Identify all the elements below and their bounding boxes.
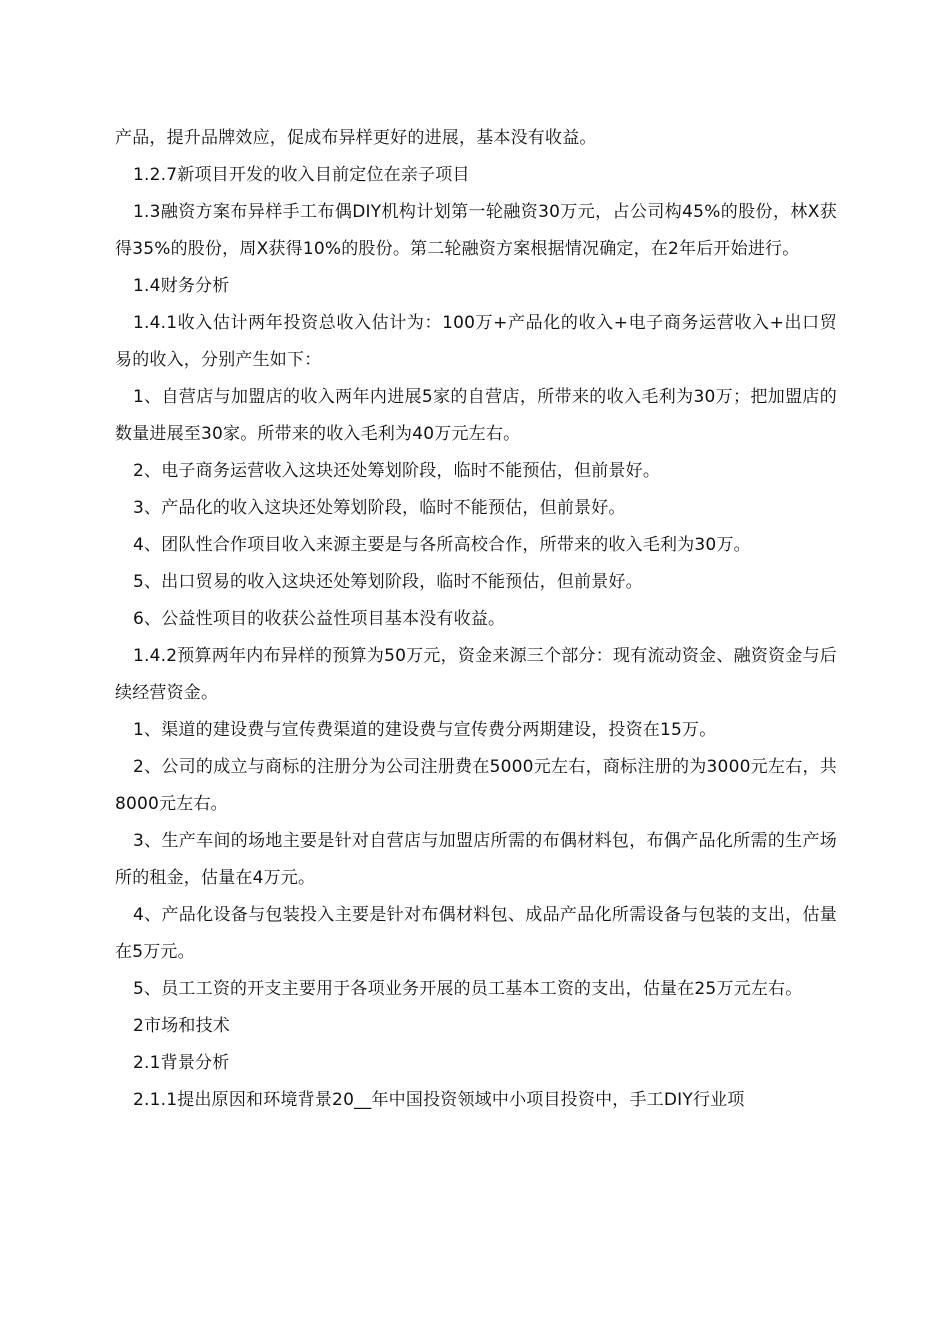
paragraph-continuation: 产品，提升品牌效应，促成布异样更好的进展，基本没有收益。 <box>115 128 597 148</box>
paragraph-1-2-7: 1.2.7新项目开发的收入目前定位在亲子项目 <box>133 165 470 185</box>
heading-2-market: 2市场和技术 <box>133 1016 231 1036</box>
document-body <box>115 120 837 1119</box>
paragraph-2-1-1-reason: 2.1.1提出原因和环境背景20__年中国投资领域中小项目投资中，手工DIY行业项 <box>133 1090 745 1110</box>
list-item-budget-2: 2、公司的成立与商标的注册分为公司注册费在5000元左右，商标注册的为3000元左右，共8000元左右。 <box>115 757 837 814</box>
heading-2-1-background: 2.1背景分析 <box>133 1053 230 1073</box>
list-item-budget-5: 5、员工工资的开支主要用于各项业务开展的员工基本工资的支出，估量在25万元左右。 <box>133 979 803 999</box>
paragraph-1-3-financing: 1.3融资方案布异样手工布偶DIY机构计划第一轮融资30万元，占公司构45%的股份，林X获得35%的股份，周X获得10%的股份。第二轮融资方案根据情况确定，在2年后开始进行。 <box>115 202 837 259</box>
list-item-income-5: 5、出口贸易的收入这块还处筹划阶段，临时不能预估，但前景好。 <box>133 572 643 592</box>
list-item-budget-3: 3、生产车间的场地主要是针对自营店与加盟店所需的布偶材料包，布偶产品化所需的生产场所的租金，估量在4万元。 <box>115 831 837 888</box>
paragraph-1-4-1-income: 1.4.1收入估计两年投资总收入估计为：100万+产品化的收入+电子商务运营收入+出口贸易的收入，分别产生如下： <box>115 313 837 370</box>
list-item-income-3: 3、产品化的收入这块还处筹划阶段，临时不能预估，但前景好。 <box>133 498 626 518</box>
heading-1-4-finance: 1.4财务分析 <box>133 276 230 296</box>
list-item-income-6: 6、公益性项目的收获公益性项目基本没有收益。 <box>133 609 506 629</box>
list-item-income-2: 2、电子商务运营收入这块还处筹划阶段，临时不能预估，但前景好。 <box>133 461 661 481</box>
paragraph-1-4-2-budget: 1.4.2预算两年内布异样的预算为50万元，资金来源三个部分：现有流动资金、融资资金与后续经营资金。 <box>115 646 837 703</box>
list-item-budget-1: 1、渠道的建设费与宣传费渠道的建设费与宣传费分两期建设，投资在15万。 <box>133 720 717 740</box>
list-item-income-4: 4、团队性合作项目收入来源主要是与各所高校合作，所带来的收入毛利为30万。 <box>133 535 751 555</box>
list-item-budget-4: 4、产品化设备与包装投入主要是针对布偶材料包、成品产品化所需设备与包装的支出，估量在5万元。 <box>115 905 837 962</box>
list-item-income-1: 1、自营店与加盟店的收入两年内进展5家的自营店，所带来的收入毛利为30万；把加盟店的数量进展至30家。所带来的收入毛利为40万元左右。 <box>115 387 837 444</box>
